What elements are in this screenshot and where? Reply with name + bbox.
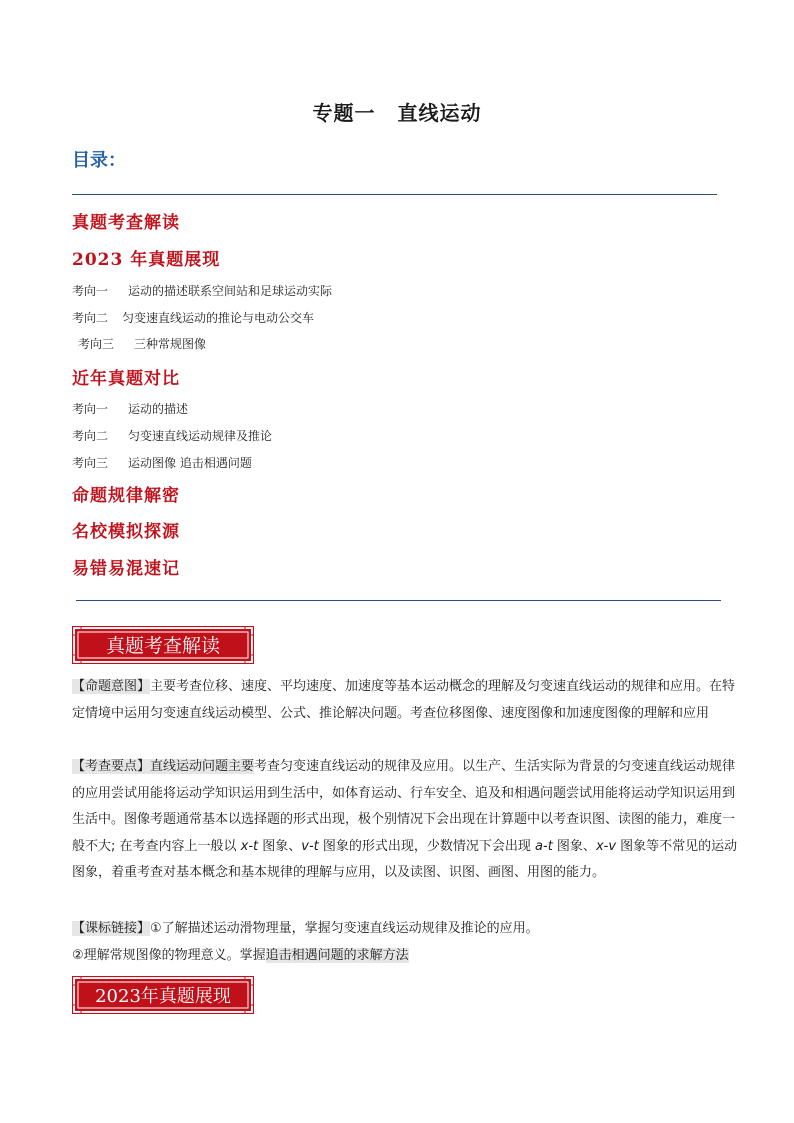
label-kaocha-yaodian: 【考查要点】 [72,759,151,774]
paragraph-tuxiang-yiyi [72,943,738,970]
toc-item-text: 运动的描述 [128,402,189,416]
section-banner-zhenti-jiedu [72,626,254,664]
label-mingti-yitu: 【命题意图】 [72,679,151,694]
toc-item-num: 考向三 [78,337,115,351]
toc-item-num: 考向一 [72,284,109,298]
toc-item-2023-2[interactable] [72,309,314,326]
toc-link-jinnian-duibi[interactable]: 近年真题对比 [72,369,180,389]
banner-frame [72,626,254,664]
toc-item-text: 三种常规图像 [134,337,207,351]
toc-link-yicuo-suji[interactable]: 易错易混速记 [72,559,180,579]
toc-item-recent-1[interactable] [72,400,188,417]
xv-graph-term: x-v [595,838,617,854]
toc-item-recent-2[interactable] [72,427,272,444]
toc-item-2023-1[interactable] [72,282,332,299]
toc-item-num: 考向二 [72,429,109,443]
kaocha-highlight: 直线运动问题主要 [150,759,255,774]
toc-item-text: 匀变速直线运动规律及推论 [128,429,273,443]
at-graph-term: a-t [535,838,553,854]
paragraph-kaocha-yaodian [72,754,738,887]
paragraph-mingti-yitu [72,674,738,727]
banner-frame [72,976,254,1014]
label-kebiao-lianjie: 【课标链接】 [72,921,151,936]
paragraph-kebiao-lianjie [72,916,738,943]
vt-graph-term: v-t [301,838,319,854]
page-title [0,97,794,126]
toc-heading: 目录： [72,150,126,171]
toc-item-text: 运动的描述联系空间站和足球运动实际 [128,284,333,298]
toc-top-divider [72,194,717,195]
toc-link-mingti-guilv[interactable]: 命题规律解密 [72,486,180,506]
toc-item-num: 考向二 [72,311,109,325]
xt-graph-term: x-t [240,838,259,854]
toc-item-recent-3[interactable] [72,454,252,471]
mingti-yitu-text: 主要考查位移、速度、平均速度、加速度等基本运动概念的理解及匀变速直线运动的规律和应用。在特定情境中运用匀变速直线运动模型、公式、推论解决问题。考查位移图像、速度图像和加速度图像的理解和应用 [72,679,736,721]
toc-link-mingxiao-moni[interactable]: 名校模拟探源 [72,522,180,542]
toc-link-2023-zhenti[interactable]: 2023 年真题展现 [72,250,221,270]
kaocha-text-e: 图象等不常见的运动图象，着重考查对基本概念和基本规律的理解与应用，以及读图、识图、画图、用图的能力。 [72,838,738,880]
kaocha-text-a: 考查匀变速直线运动的规律及应用。以生产、生活实际为背景的匀变速直线运动规律的应用尝试用能将运动学知识运用到生活中，如体育运动、行车安全、追及和相遇问题尝试用能将运动学知识运用到生活中。图像考题通常基本以选择题的形式出现，极个别情况下会出现在计算题中以考查识图、读图的能力，难度一般不大; 在考查内容上一般以 [72,759,736,854]
toc-item-num: 考向一 [72,402,109,416]
banner-label: 真题考查解读 [105,635,221,657]
toc-item-num: 考向三 [72,456,109,470]
zhuiji-highlight: 追击相遇问题的求解方法 [265,948,409,963]
toc-item-text: 匀变速直线运动的推论与电动公交车 [122,311,315,325]
title-part-a: 专题一 [312,101,376,125]
kebiao-text: ①了解描述运动滑物理量，掌握匀变速直线运动规律及推论的应用。 [150,921,539,936]
kaocha-text-b: 图象、 [258,838,302,854]
toc-bottom-divider [76,600,721,601]
toc-link-zhenti-jiedu[interactable]: 真题考查解读 [72,213,180,233]
section-banner-2023-zhenti [72,976,254,1014]
kaocha-text-d: 图象、 [552,838,596,854]
kaocha-text-c: 图象的形式出现，少数情况下会出现 [318,838,536,854]
banner-label: 2023年真题展现 [95,986,231,1007]
tuxiang-text: ②理解常规图像的物理意义。掌握 [72,948,266,963]
toc-item-2023-3[interactable] [78,335,206,352]
toc-item-text: 运动图像 追击相遇问题 [128,456,252,470]
title-part-b: 直线运动 [397,101,482,125]
